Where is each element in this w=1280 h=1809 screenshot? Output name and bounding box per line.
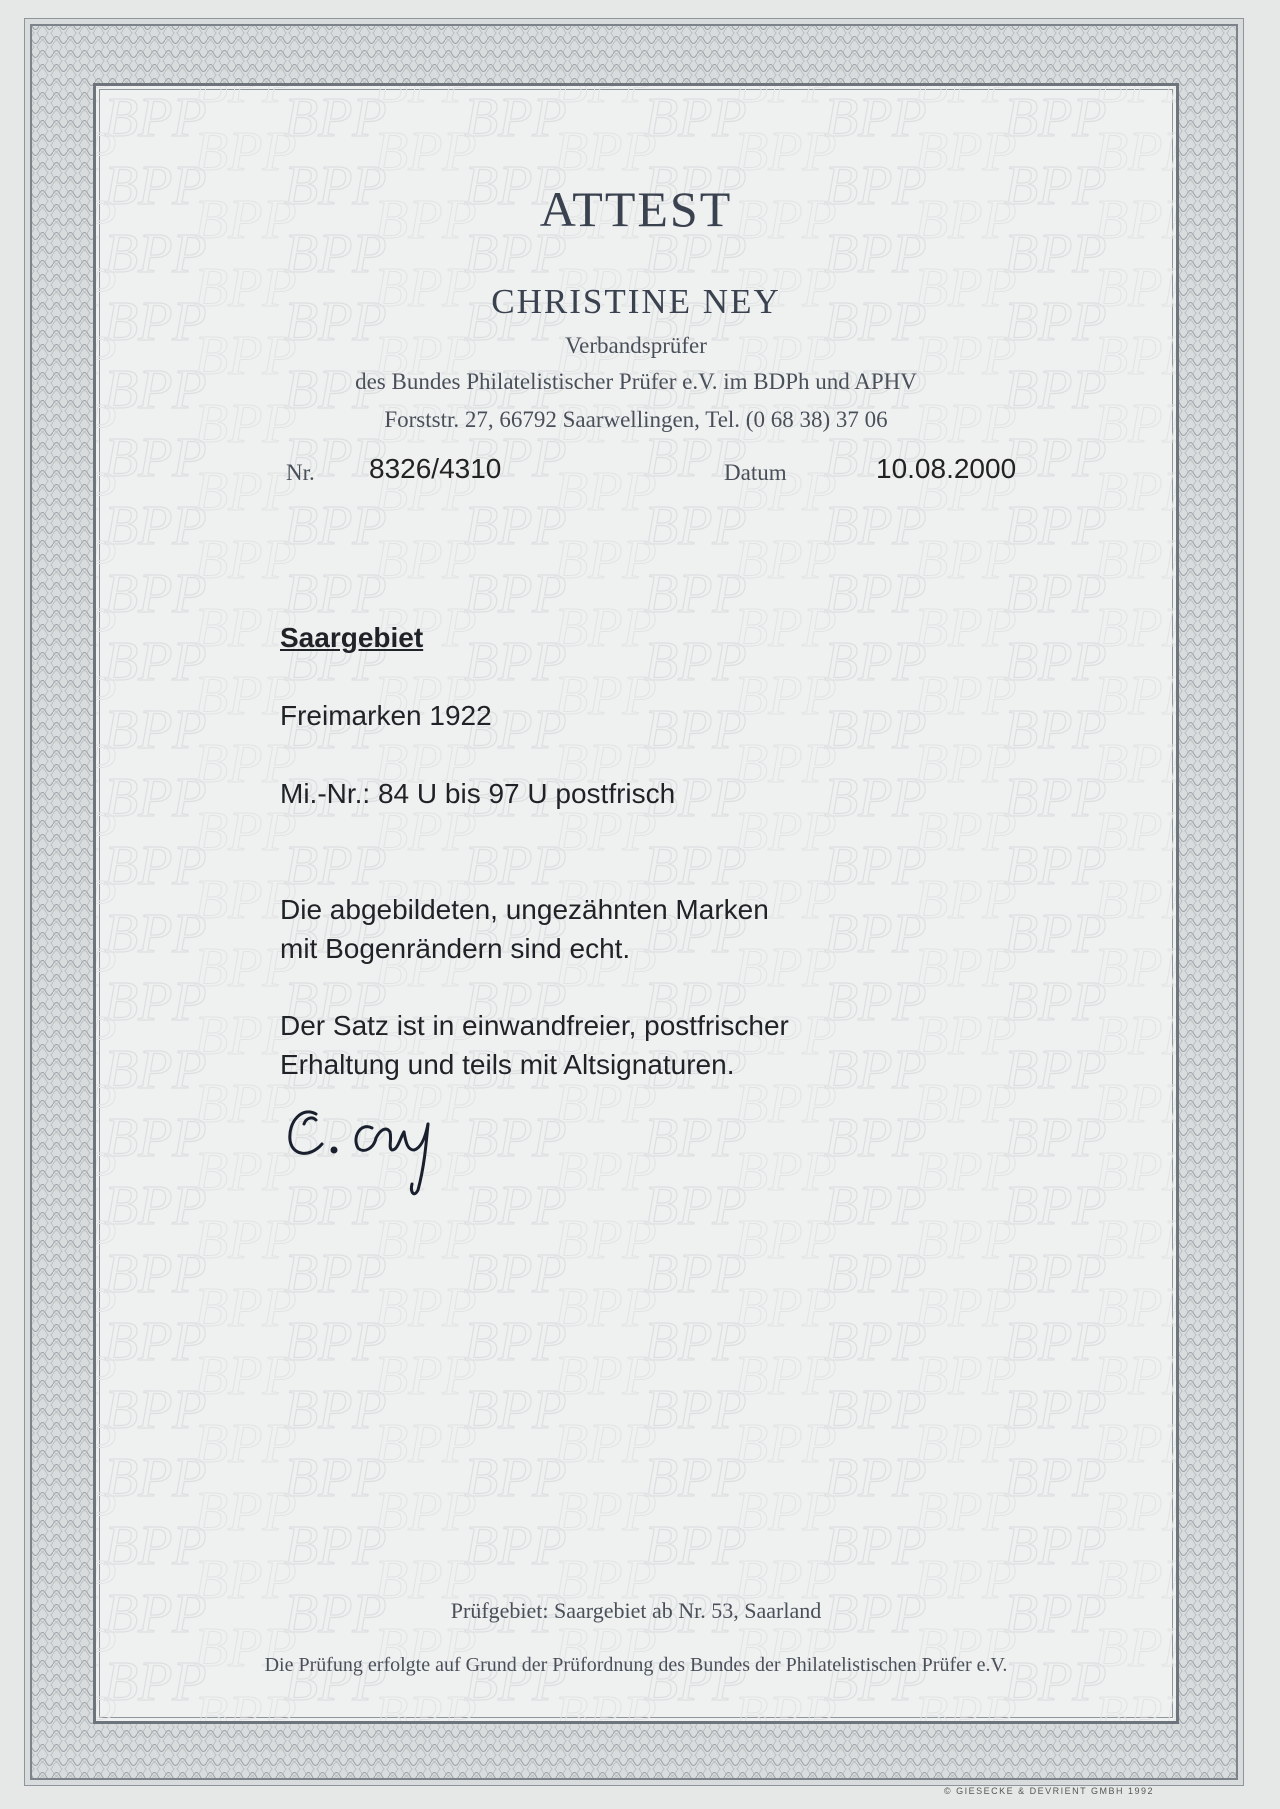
issue-line: Freimarken 1922 <box>280 700 492 731</box>
paragraph1-line2: mit Bogenrändern sind echt. <box>280 933 631 964</box>
certificate-sheet <box>24 18 1244 1786</box>
address-line: Forststr. 27, 66792 Saarwellingen, Tel. (0 68 38) 37 06 <box>384 407 888 432</box>
certificate-title: ATTEST <box>539 181 733 237</box>
paragraph1-line1: Die abgebildeten, ungezähnten Marken <box>280 894 769 925</box>
certificate-body <box>93 83 1179 1724</box>
paragraph2-line1: Der Satz ist in einwandfreier, postfrischer <box>280 1010 789 1041</box>
examination-area: Prüfgebiet: Saargebiet ab Nr. 53, Saarland <box>450 1598 822 1623</box>
paragraph2-line2: Erhaltung und teils mit Altsignaturen. <box>280 1049 735 1080</box>
territory-heading: Saargebiet <box>280 622 424 653</box>
number-label: Nr. <box>286 460 315 485</box>
examiner-role: Verbandsprüfer <box>565 333 707 358</box>
certificate-number: 8326/4310 <box>369 453 502 484</box>
association-line: des Bundes Philatelistischer Prüfer e.V. im BDPh und APHV <box>355 369 917 394</box>
printer-imprint: © GIESECKE & DEVRIENT GMBH 1992 <box>944 1786 1155 1796</box>
date-label: Datum <box>724 460 787 485</box>
examiner-name: CHRISTINE NEY <box>491 282 781 321</box>
examination-rule: Die Prüfung erfolgte auf Grund der Prüfordnung des Bundes der Philatelistischen Prüfer e.V. <box>264 1654 1008 1676</box>
handwritten-signature <box>282 1094 482 1204</box>
catalog-line: Mi.-Nr.: 84 U bis 97 U postfrisch <box>280 778 676 809</box>
certificate-date: 10.08.2000 <box>876 453 1017 484</box>
